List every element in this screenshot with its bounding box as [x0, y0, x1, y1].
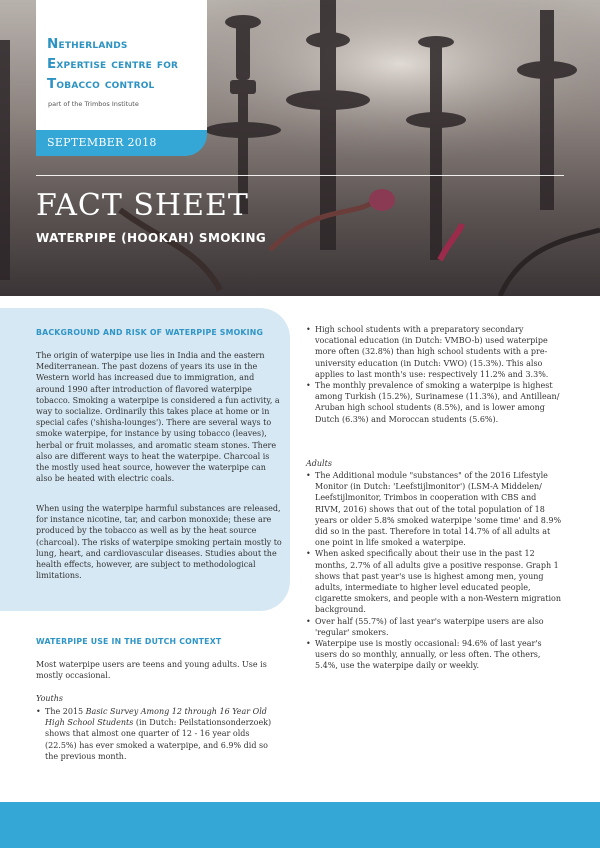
logo-line-2: Expertise centre for: [47, 56, 179, 72]
hero-banner: [0, 0, 600, 296]
page-title: FACT SHEET: [36, 188, 249, 223]
date-text: SEPTEMBER 2018: [47, 136, 157, 149]
heading-background-risk: BACKGROUND AND RISK OF WATERPIPE SMOKING: [36, 328, 264, 337]
youths-label: Youths: [36, 694, 64, 703]
date-badge: [36, 130, 207, 156]
page-subtitle: WATERPIPE (HOOKAH) SMOKING: [36, 231, 267, 245]
heading-dutch-context: WATERPIPE USE IN THE DUTCH CONTEXT: [36, 637, 222, 646]
logo-line-3: Tobacco control: [47, 76, 155, 92]
list-item: • When asked specifically about their use in the past 12 months, 2.7% of all adults give a positive response. Graph 1 shows that past year's use is highest among men, young adults, intermediate to higher level educated people, cigarette smokers, and people with a non-Western migration background.: [306, 548, 564, 615]
paragraph-risks: When using the waterpipe harmful substances are released, for instance nicotine, tar, and carbon monoxide; these are produced by the tobacco as well as by the heat source (charcoal). The risks of waterpipe smoking pertain mostly to lung, heart, and cardiovascular diseases. Studies about the health effects, however, are subject to methodological limitations.: [36, 504, 282, 581]
list-item: • Waterpipe use is mostly occasional: 94.6% of last year's users do so monthly, annually, or less often. The others, 5.4%, use the waterpipe daily or weekly.: [306, 638, 564, 672]
logo-box: [36, 0, 207, 130]
adults-label: Adults: [306, 459, 332, 468]
youth-stats-list: [306, 324, 564, 425]
list-item: • High school students with a preparatory secondary vocational education (in Dutch: VMBO-b) used waterpipe more often (32.8%) than high school students with a pre-university education (in Dutch: VWO) (15.3%). This also applies to last month's use: respectively 11.2% and 3.3%.: [306, 324, 564, 380]
logo-line-1: Netherlands: [47, 36, 128, 52]
top-rule: [36, 175, 564, 176]
list-item: • The 2015 Basic Survey Among 12 through 16 Year Old High School Students (in Dutch: Peilstationsonderzoek) shows that almost one quarter of 12 - 16 year olds (22.5%) has ever smoked a waterpipe, and 6.9% did so the previous month.: [36, 706, 282, 762]
adults-list: [306, 470, 564, 672]
youths-list: [36, 706, 282, 762]
paragraph-users: Most waterpipe users are teens and young adults. Use is mostly occasional.: [36, 660, 267, 681]
list-item: • The Additional module "substances" of the 2016 Lifestyle Monitor (in Dutch: 'Leefstijlmonitor') (LSM-A Middelen/ Leefstijlmonitor, Trimbos in cooperation with CBS and RIVM, 2016) shows that out of the total population of 18 years or older 5.8% smoked waterpipe 'some time' and 8.9% did so in the past. Therefore in total 14.7% of all adults at one point in life smoked a waterpipe.: [306, 470, 564, 548]
paragraph-origin: The origin of waterpipe use lies in India and the eastern Mediterranean. The past dozens of years its use in the Western world has increased due to immigration, and around 1990 after introduction of flavored waterpipe tobacco. Smoking a waterpipe is considered a fun activity, a way to socialize. Ordinarily this takes place at home or in special cafes ('shisha-lounges'). There are several ways to smoke waterpipe, for instance by using tobacco (leaves), herbal or fruit molasses, and aromatic steam stones. There also are different ways to heat the waterpipe. Charcoal is the mostly used heat source, however the waterpipe can also be heated with electric coals.: [36, 351, 280, 484]
footer-bar: [0, 802, 600, 848]
list-item: • Over half (55.7%) of last year's waterpipe users are also 'regular' smokers.: [306, 616, 564, 638]
list-item: • The monthly prevalence of smoking a waterpipe is highest among Turkish (15.2%), Surinamese (11.3%), and Antillean/ Aruban high school students (8.5%), and is lower among Dutch (6.3%) and Moroccan students (5.6%).: [306, 380, 564, 425]
logo-subtitle: part of the Trimbos Institute: [48, 100, 139, 108]
